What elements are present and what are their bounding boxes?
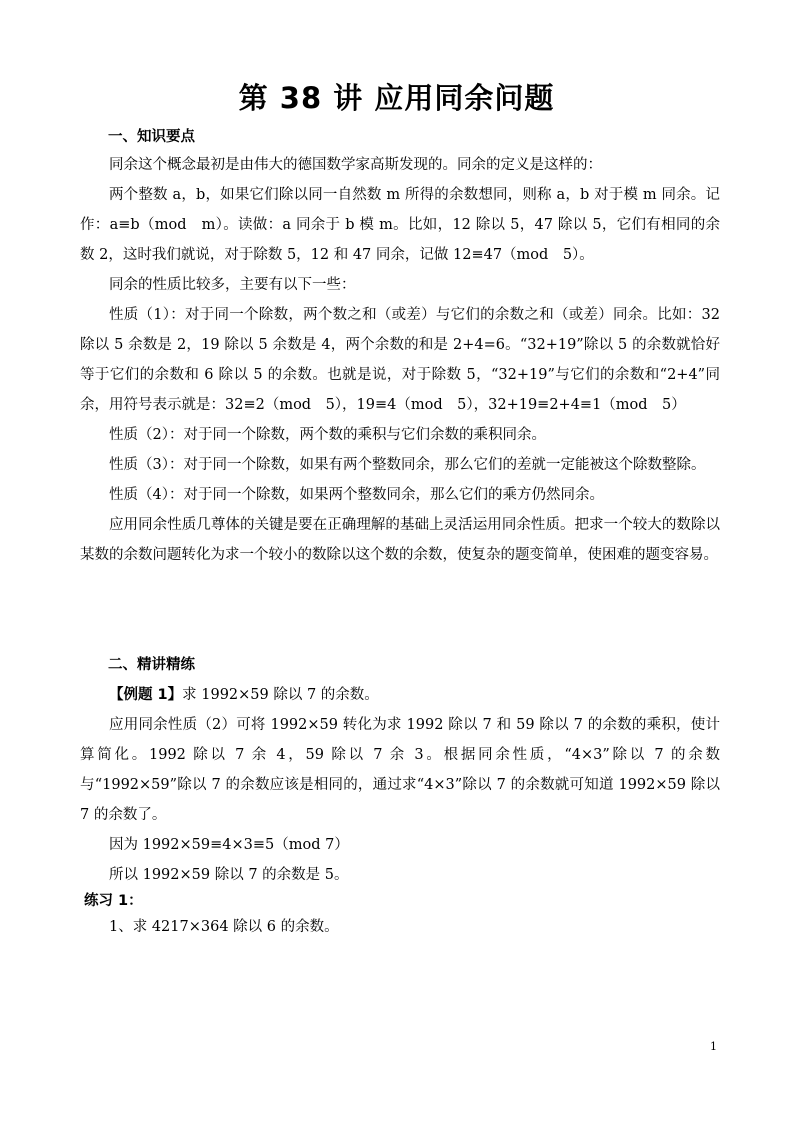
section-heading-practice: 二、精讲精练 <box>108 657 195 673</box>
practice-body <box>80 912 720 942</box>
paragraph-solution: 应用同余性质（2）可将 1992×59 转化为求 1992 除以 7 和 59 除以 7 的余数的乘积，使计算简化。1992 除以 7 余 4，59 除以 7 余 3。根据同余性质，“4×3”除以 7 的余数与“1992×59”除以 7 的余数应该是相同的，通过求“4×3”除以 7 的余数就可知道 1992×59 除以 7 的余数了。 <box>80 717 720 823</box>
paragraph-therefore: 所以 1992×59 除以 7 的余数是 5。 <box>109 867 349 883</box>
paragraph-definition: 两个整数 a，b，如果它们除以同一自然数 m 所得的余数想同，则称 a，b 对于模 m 同余。记作：a≡b（mod m）。读做：a 同余于 b 模 m。比如，12 除以 5，47 除以 5，它们有相同的余数 2，这时我们就说，对于除数 5，12 和 47 同余，记做 12≡47（mod 5）。 <box>80 187 720 263</box>
paragraph-property-2: 性质（2）：对于同一个除数，两个数的乘积与它们余数的乘积同余。 <box>109 427 546 443</box>
section-heading-knowledge: 一、知识要点 <box>108 129 195 145</box>
section-example-body <box>80 680 720 890</box>
paragraph-because: 因为 1992×59≡4×3≡5（mod 7） <box>109 837 349 853</box>
paragraph-intro: 同余这个概念最初是由伟大的德国数学家高斯发现的。同余的定义是这样的： <box>109 157 602 173</box>
paragraph-property-4: 性质（4）：对于同一个除数，如果两个整数同余，那么它们的乘方仍然同余。 <box>109 487 604 503</box>
paragraph-property-3: 性质（3）：对于同一个除数，如果有两个整数同余，那么它们的差就一定能被这个除数整除。 <box>109 457 706 473</box>
page-number: 1 <box>710 1040 717 1053</box>
paragraph-properties-intro: 同余的性质比较多，主要有以下一些： <box>109 277 356 293</box>
paragraph-property-1: 性质（1）：对于同一个除数，两个数之和（或差）与它们的余数之和（或差）同余。比如：32 除以 5 余数是 2，19 除以 5 余数是 4，两个余数的和是 2+4=6。“32+19”除以 5 的余数就恰好等于它们的余数和 6 除以 5 的余数。也就是说，对于除数 5，“32+19”与它们的余数和“2+4”同余，用符号表示就是：32≡2（mod 5），19≡4（mod 5），32+19≡2+4≡1（mod 5） <box>80 307 720 413</box>
example-question: 求 1992×59 除以 7 的余数。 <box>182 687 379 703</box>
practice-question-1: 1、求 4217×364 除以 6 的余数。 <box>109 919 339 935</box>
example-1 <box>80 680 720 710</box>
page-title: 第 38 讲 应用同余问题 <box>238 81 555 115</box>
section-knowledge-body <box>80 150 720 570</box>
paragraph-application: 应用同余性质几尊体的关键是要在正确理解的基础上灵活运用同余性质。把求一个较大的数除以某数的余数问题转化为求一个较小的数除以这个数的余数，使复杂的题变简单，使困难的题变容易。 <box>80 517 720 563</box>
example-label: 【例题 1】 <box>109 687 183 703</box>
practice-heading: 练习 1： <box>84 893 143 909</box>
